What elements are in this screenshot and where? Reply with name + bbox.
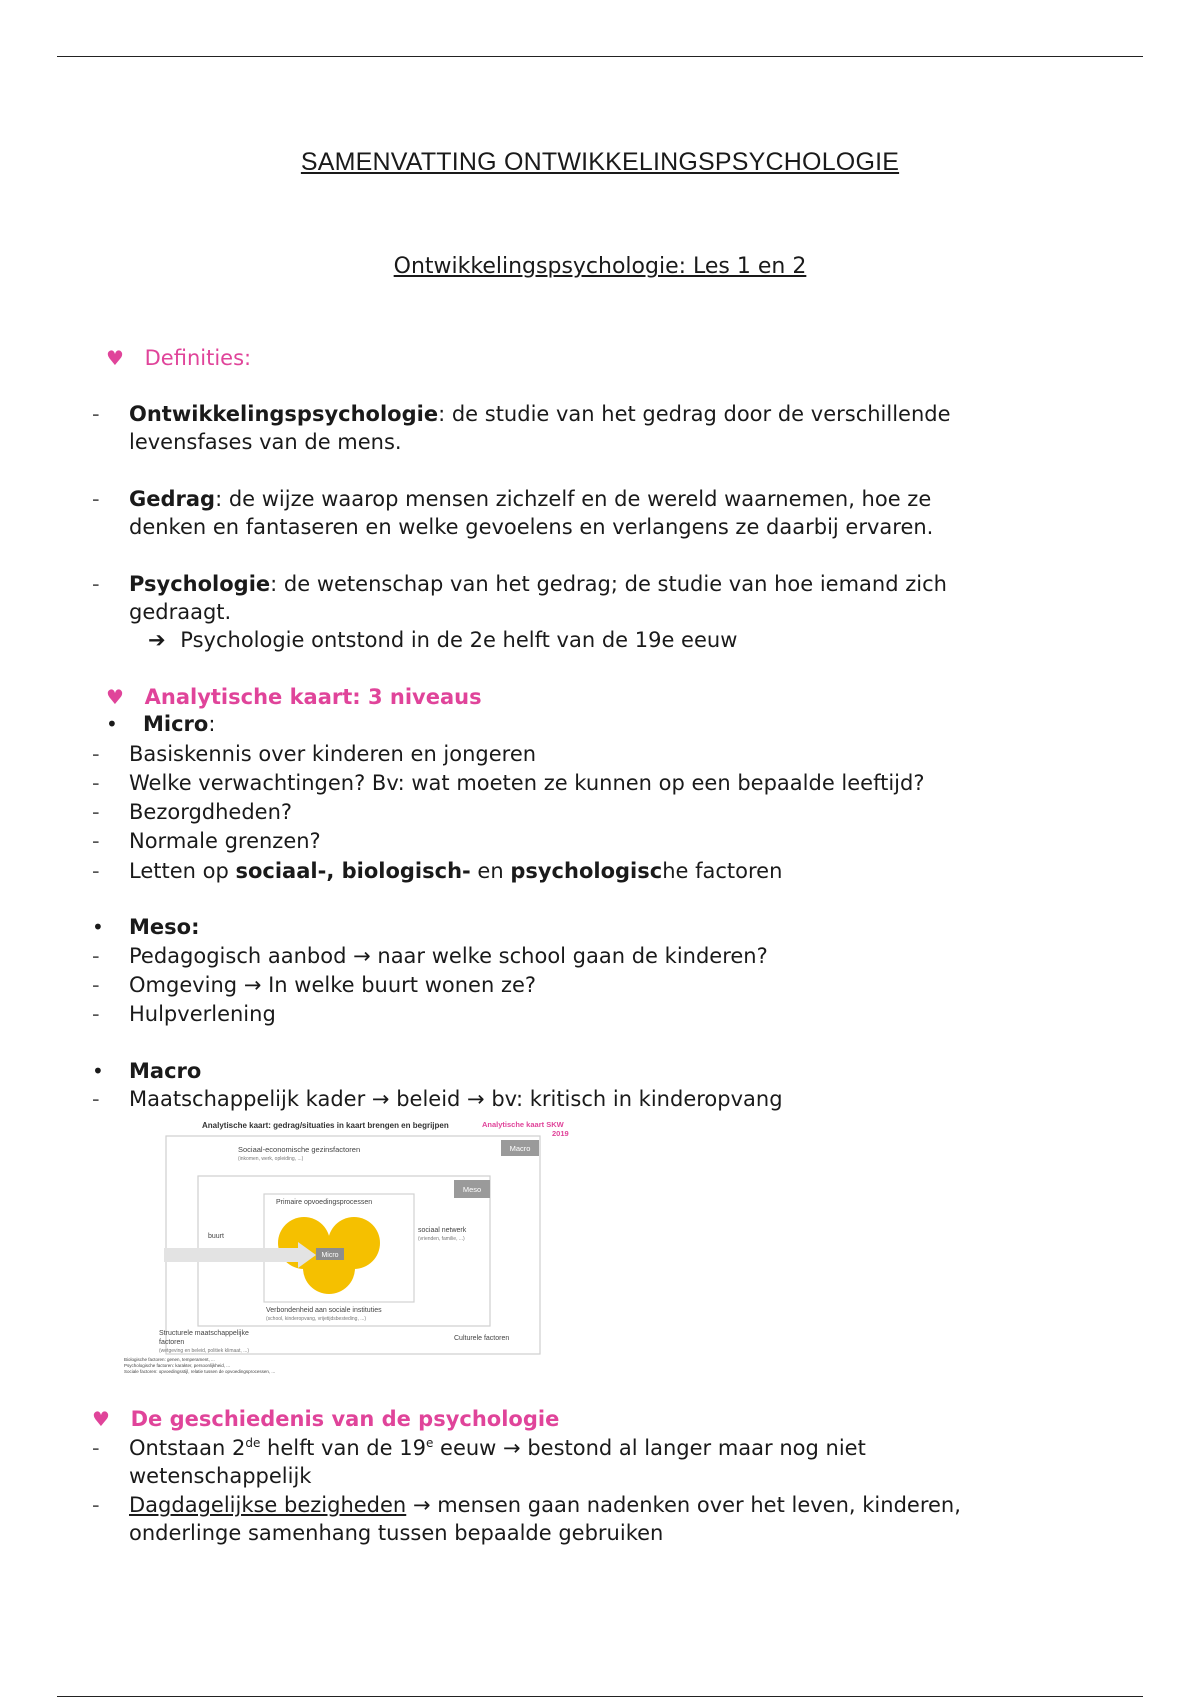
text-part: naar welke school gaan de kinderen? xyxy=(370,944,768,968)
arrow-right-icon: → xyxy=(503,1436,521,1460)
text-part: Maatschappelijk kader xyxy=(129,1087,372,1111)
list-item xyxy=(129,1491,961,1519)
micro-label xyxy=(143,710,215,738)
section-heading: Analytische kaart: 3 niveaus xyxy=(144,685,482,709)
structurele-label-2: factoren xyxy=(159,1339,185,1346)
figure-legend: Psychologische factoren: karakter, persoonlijkheid, ... xyxy=(124,1363,231,1368)
definition-note xyxy=(148,626,737,654)
page-subtitle: Ontwikkelingspsychologie: Les 1 en 2 xyxy=(393,254,807,279)
primaire-label: Primaire opvoedingsprocessen xyxy=(276,1199,373,1206)
arrow-right-icon: → xyxy=(467,1087,485,1111)
arrow-right-icon: → xyxy=(353,944,371,968)
definition-text: : de studie van het gedrag door de verschillende xyxy=(438,402,951,426)
page-title: SAMENVATTING ONTWIKKELINGSPSYCHOLOGIE xyxy=(300,148,900,176)
figure-header: Analytische kaart: gedrag/situaties in kaart brengen en begrijpen xyxy=(202,1121,449,1130)
list-dash: - xyxy=(92,1493,100,1517)
heart-icon: ♥ xyxy=(92,1407,110,1431)
section-heading: Definities: xyxy=(144,346,252,370)
structurele-label: Structurele maatschappelijke xyxy=(159,1330,249,1337)
macro-tag-text: Macro xyxy=(509,1144,531,1153)
definition-item xyxy=(129,570,947,598)
meso-tag-text: Meso xyxy=(462,1185,482,1194)
definition-term: Gedrag xyxy=(129,487,216,511)
arrow-right-icon: ➔ xyxy=(148,628,166,652)
list-item-cont: wetenschappelijk xyxy=(129,1464,312,1488)
text-part: In welke buurt wonen ze? xyxy=(261,973,537,997)
definition-text: : de wetenschap van het gedrag; de studie van hoe iemand zich xyxy=(270,572,947,596)
list-dash: - xyxy=(92,1436,100,1460)
verbondenheid-label: Verbondenheid aan sociale instituties xyxy=(266,1307,382,1314)
definition-item xyxy=(129,400,951,428)
list-item: Basiskennis over kinderen en jongeren xyxy=(129,742,537,766)
definition-term: Psychologie xyxy=(129,572,271,596)
list-dash: - xyxy=(92,1002,100,1026)
list-dash: - xyxy=(92,402,100,426)
header-rule xyxy=(57,56,1143,57)
text-part: he factoren xyxy=(662,859,783,883)
bullet-dot-icon: • xyxy=(92,915,104,939)
list-dash: - xyxy=(92,487,100,511)
buurt-label: buurt xyxy=(208,1233,224,1240)
footer-rule xyxy=(57,1696,1143,1697)
superscript: e xyxy=(425,1436,434,1450)
arrow-right-icon: → xyxy=(412,1493,431,1517)
arrow-shaft xyxy=(164,1248,300,1262)
list-item xyxy=(129,971,536,999)
text-part: eeuw xyxy=(433,1436,504,1460)
section-geschiedenis xyxy=(92,1405,559,1433)
heart-icon: ♥ xyxy=(106,685,124,709)
netwerk-sub: (vrienden, familie, ...) xyxy=(418,1236,465,1242)
arrow-right-icon: → xyxy=(371,1087,390,1111)
definition-text: : de wijze waarop mensen zichzelf en de wereld waarnemen, hoe ze xyxy=(215,487,932,511)
text-underlined: Dagdagelijkse bezigheden xyxy=(129,1493,407,1517)
section-heading: De geschiedenis van de psychologie xyxy=(130,1407,560,1431)
definition-text-cont: denken en fantaseren en welke gevoelens en verlangens ze daarbij ervaren. xyxy=(129,515,934,539)
text-part: beleid xyxy=(389,1087,468,1111)
definition-term: Ontwikkelingspsychologie xyxy=(129,402,439,426)
list-item: Hulpverlening xyxy=(129,1002,276,1026)
list-dash: - xyxy=(92,1087,100,1111)
micro-tag-text: Micro xyxy=(321,1252,339,1259)
socio-label: Sociaal-economische gezinsfactoren xyxy=(238,1145,361,1154)
text-part: bestond al langer maar nog niet xyxy=(520,1436,866,1460)
list-item xyxy=(129,857,782,885)
micro-label-suffix: : xyxy=(208,712,216,736)
bullet-dot-icon: • xyxy=(92,1059,104,1083)
list-item xyxy=(129,942,768,970)
text-part: bv: kritisch in kinderopvang xyxy=(484,1087,783,1111)
verbondenheid-sub: (school, kinderopvang, vrijetijdsbesteding, ...) xyxy=(266,1316,367,1322)
list-dash: - xyxy=(92,572,100,596)
list-dash: - xyxy=(92,973,100,997)
list-dash: - xyxy=(92,742,100,766)
list-dash: - xyxy=(92,771,100,795)
structurele-sub: (wetgeving en beleid, politiek klimaat, ...) xyxy=(159,1348,250,1354)
analytische-kaart-figure xyxy=(120,1118,590,1380)
text-bold: sociaal-, biologisch- xyxy=(235,859,471,883)
bullet-dot-icon: • xyxy=(106,712,118,736)
macro-label: Macro xyxy=(129,1059,202,1083)
figure-legend: Sociale factoren: opvoedingsstijl, relatie tussen de opvoedingsprocessen, ... xyxy=(124,1369,276,1374)
text-part: Ontstaan 2 xyxy=(129,1436,246,1460)
list-item: Normale grenzen? xyxy=(129,829,321,853)
culturele-label: Culturele factoren xyxy=(454,1335,510,1342)
list-item: Bezorgdheden? xyxy=(129,800,293,824)
figure-badge: Analytische kaart SKW xyxy=(482,1120,564,1129)
list-dash: - xyxy=(92,944,100,968)
heart-icon: ♥ xyxy=(106,346,124,370)
micro-label-text: Micro xyxy=(143,712,209,736)
text-part: mensen gaan nadenken over het leven, kinderen, xyxy=(430,1493,961,1517)
figure-legend: Biologische factoren: genen, temperament, ... xyxy=(124,1357,215,1362)
definition-text-cont: gedraagt. xyxy=(129,600,232,624)
list-item: Welke verwachtingen? Bv: wat moeten ze kunnen op een bepaalde leeftijd? xyxy=(129,771,925,795)
socio-sub: (inkomen, werk, opleiding, ...) xyxy=(238,1156,304,1162)
text-part: Omgeving xyxy=(129,973,244,997)
arrow-right-icon: → xyxy=(243,973,262,997)
text-bold: psychologisc xyxy=(510,859,663,883)
netwerk-label: sociaal netwerk xyxy=(418,1227,467,1234)
text-part: Letten op xyxy=(129,859,236,883)
list-dash: - xyxy=(92,829,100,853)
text-part: en xyxy=(470,859,511,883)
section-analytische xyxy=(106,683,482,711)
list-item xyxy=(129,1434,866,1462)
definition-item xyxy=(129,485,931,513)
section-definities xyxy=(106,344,251,372)
list-item xyxy=(129,1085,783,1113)
text-part: helft van de 19 xyxy=(260,1436,426,1460)
list-dash: - xyxy=(92,800,100,824)
list-dash: - xyxy=(92,859,100,883)
text-part: Pedagogisch aanbod xyxy=(129,944,354,968)
figure-badge-year: 2019 xyxy=(552,1129,569,1138)
meso-label: Meso: xyxy=(129,915,200,939)
superscript: de xyxy=(245,1436,261,1450)
definition-text-cont: levensfases van de mens. xyxy=(129,430,402,454)
list-item-cont: onderlinge samenhang tussen bepaalde gebruiken xyxy=(129,1521,664,1545)
note-text: Psychologie ontstond in de 2e helft van de 19e eeuw xyxy=(180,628,738,652)
